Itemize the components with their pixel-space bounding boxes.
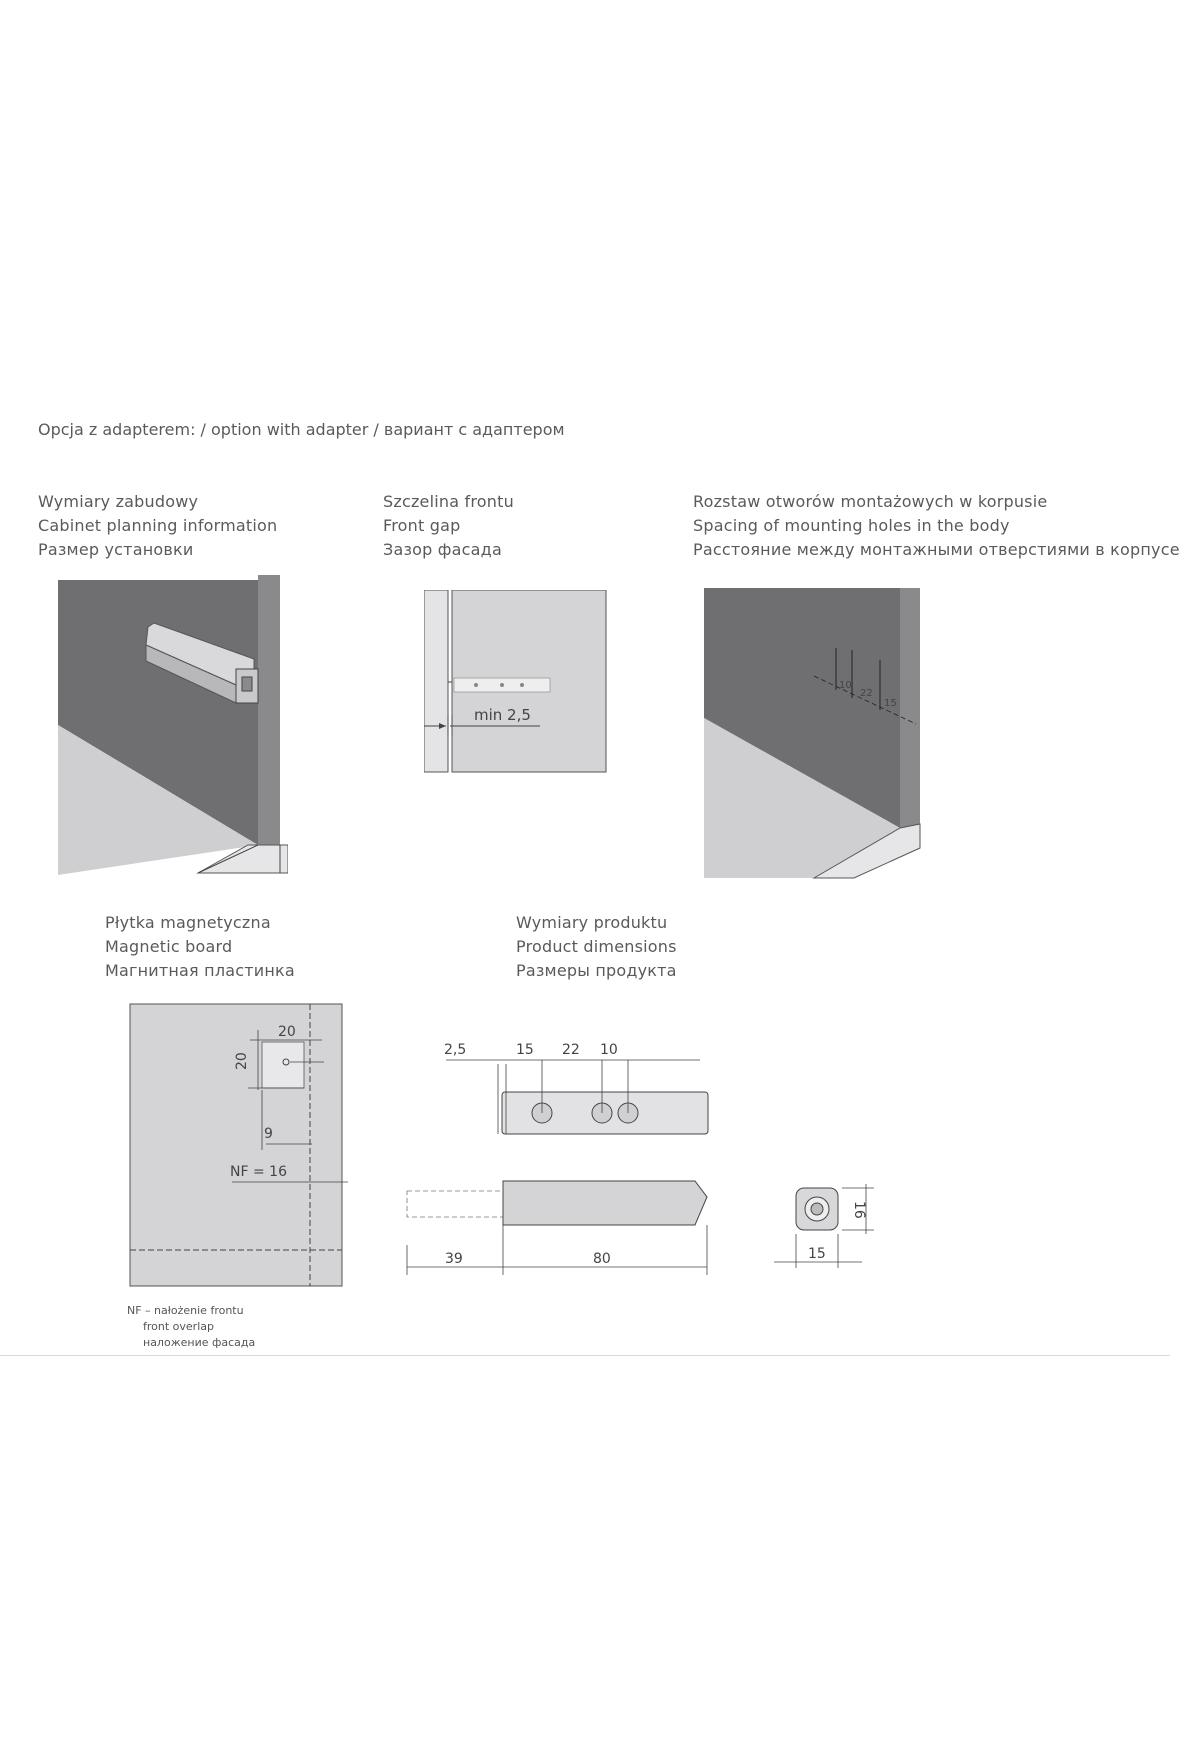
spacing-dim-10: 10 xyxy=(839,680,852,691)
product-caption-ru: Размеры продукта xyxy=(516,961,677,980)
nf-note-en: front overlap xyxy=(143,1320,214,1333)
section-divider xyxy=(0,1355,1170,1356)
product-dim-15: 15 xyxy=(516,1042,534,1058)
spacing-dim-22: 22 xyxy=(860,688,873,699)
cabinet-caption-ru: Размер установки xyxy=(38,540,194,559)
magnetic-caption-ru: Магнитная пластинка xyxy=(105,961,295,980)
front-gap-caption-pl: Szczelina frontu xyxy=(383,492,514,511)
product-caption-pl: Wymiary produktu xyxy=(516,913,668,932)
front-gap-dim-label: min 2,5 xyxy=(474,706,531,724)
product-end-view xyxy=(766,1172,886,1282)
cabinet-side-wall xyxy=(258,575,280,845)
spacing-caption-pl: Rozstaw otworów montażowych w korpusie xyxy=(693,492,1048,511)
spacing-caption-ru: Расстояние между монтажными отверстиями в корпусе xyxy=(693,540,1180,559)
cabinet-caption-en: Cabinet planning information xyxy=(38,516,278,535)
magnetic-plate xyxy=(262,1042,304,1088)
front-panel xyxy=(424,590,448,772)
front-gap-figure xyxy=(424,590,614,780)
product-body-side xyxy=(503,1181,707,1225)
magnetic-board-figure xyxy=(128,1000,368,1290)
nf-note-ru: наложение фасада xyxy=(143,1336,256,1349)
product-dim-width-15: 15 xyxy=(808,1246,826,1262)
front-gap-caption-en: Front gap xyxy=(383,516,461,535)
page-heading: Opcja z adapterem: / option with adapter / вариант с адаптером xyxy=(38,420,565,439)
spacing-figure xyxy=(704,588,924,884)
cabinet-planning-figure xyxy=(58,575,288,875)
product-dim-39: 39 xyxy=(445,1251,463,1267)
cabinet-caption-pl: Wymiary zabudowy xyxy=(38,492,199,511)
magnetic-dim-height: 20 xyxy=(234,1052,250,1070)
spacing-caption-en: Spacing of mounting holes in the body xyxy=(693,516,1010,535)
nf-note xyxy=(127,1303,255,1351)
plunger-stroke xyxy=(407,1191,503,1217)
front-gap-caption-ru: Зазор фасада xyxy=(383,540,502,559)
magnetic-dim-nf: NF = 16 xyxy=(230,1164,287,1180)
product-dim-2-5: 2,5 xyxy=(444,1042,467,1058)
product-caption-en: Product dimensions xyxy=(516,937,677,956)
product-side-view xyxy=(395,1175,725,1285)
product-top-view xyxy=(440,1030,720,1140)
spacing-dim-15: 15 xyxy=(884,698,897,709)
product-dim-height-16: 16 xyxy=(851,1201,867,1219)
magnetic-caption-en: Magnetic board xyxy=(105,937,233,956)
magnetic-caption-pl: Płytka magnetyczna xyxy=(105,913,271,932)
nf-note-pl: NF – nałożenie frontu xyxy=(127,1304,244,1317)
magnetic-dim-offset: 9 xyxy=(264,1126,273,1142)
product-dim-22: 22 xyxy=(562,1042,580,1058)
product-dim-10: 10 xyxy=(600,1042,618,1058)
magnetic-dim-width: 20 xyxy=(278,1024,296,1040)
product-dim-80: 80 xyxy=(593,1251,611,1267)
